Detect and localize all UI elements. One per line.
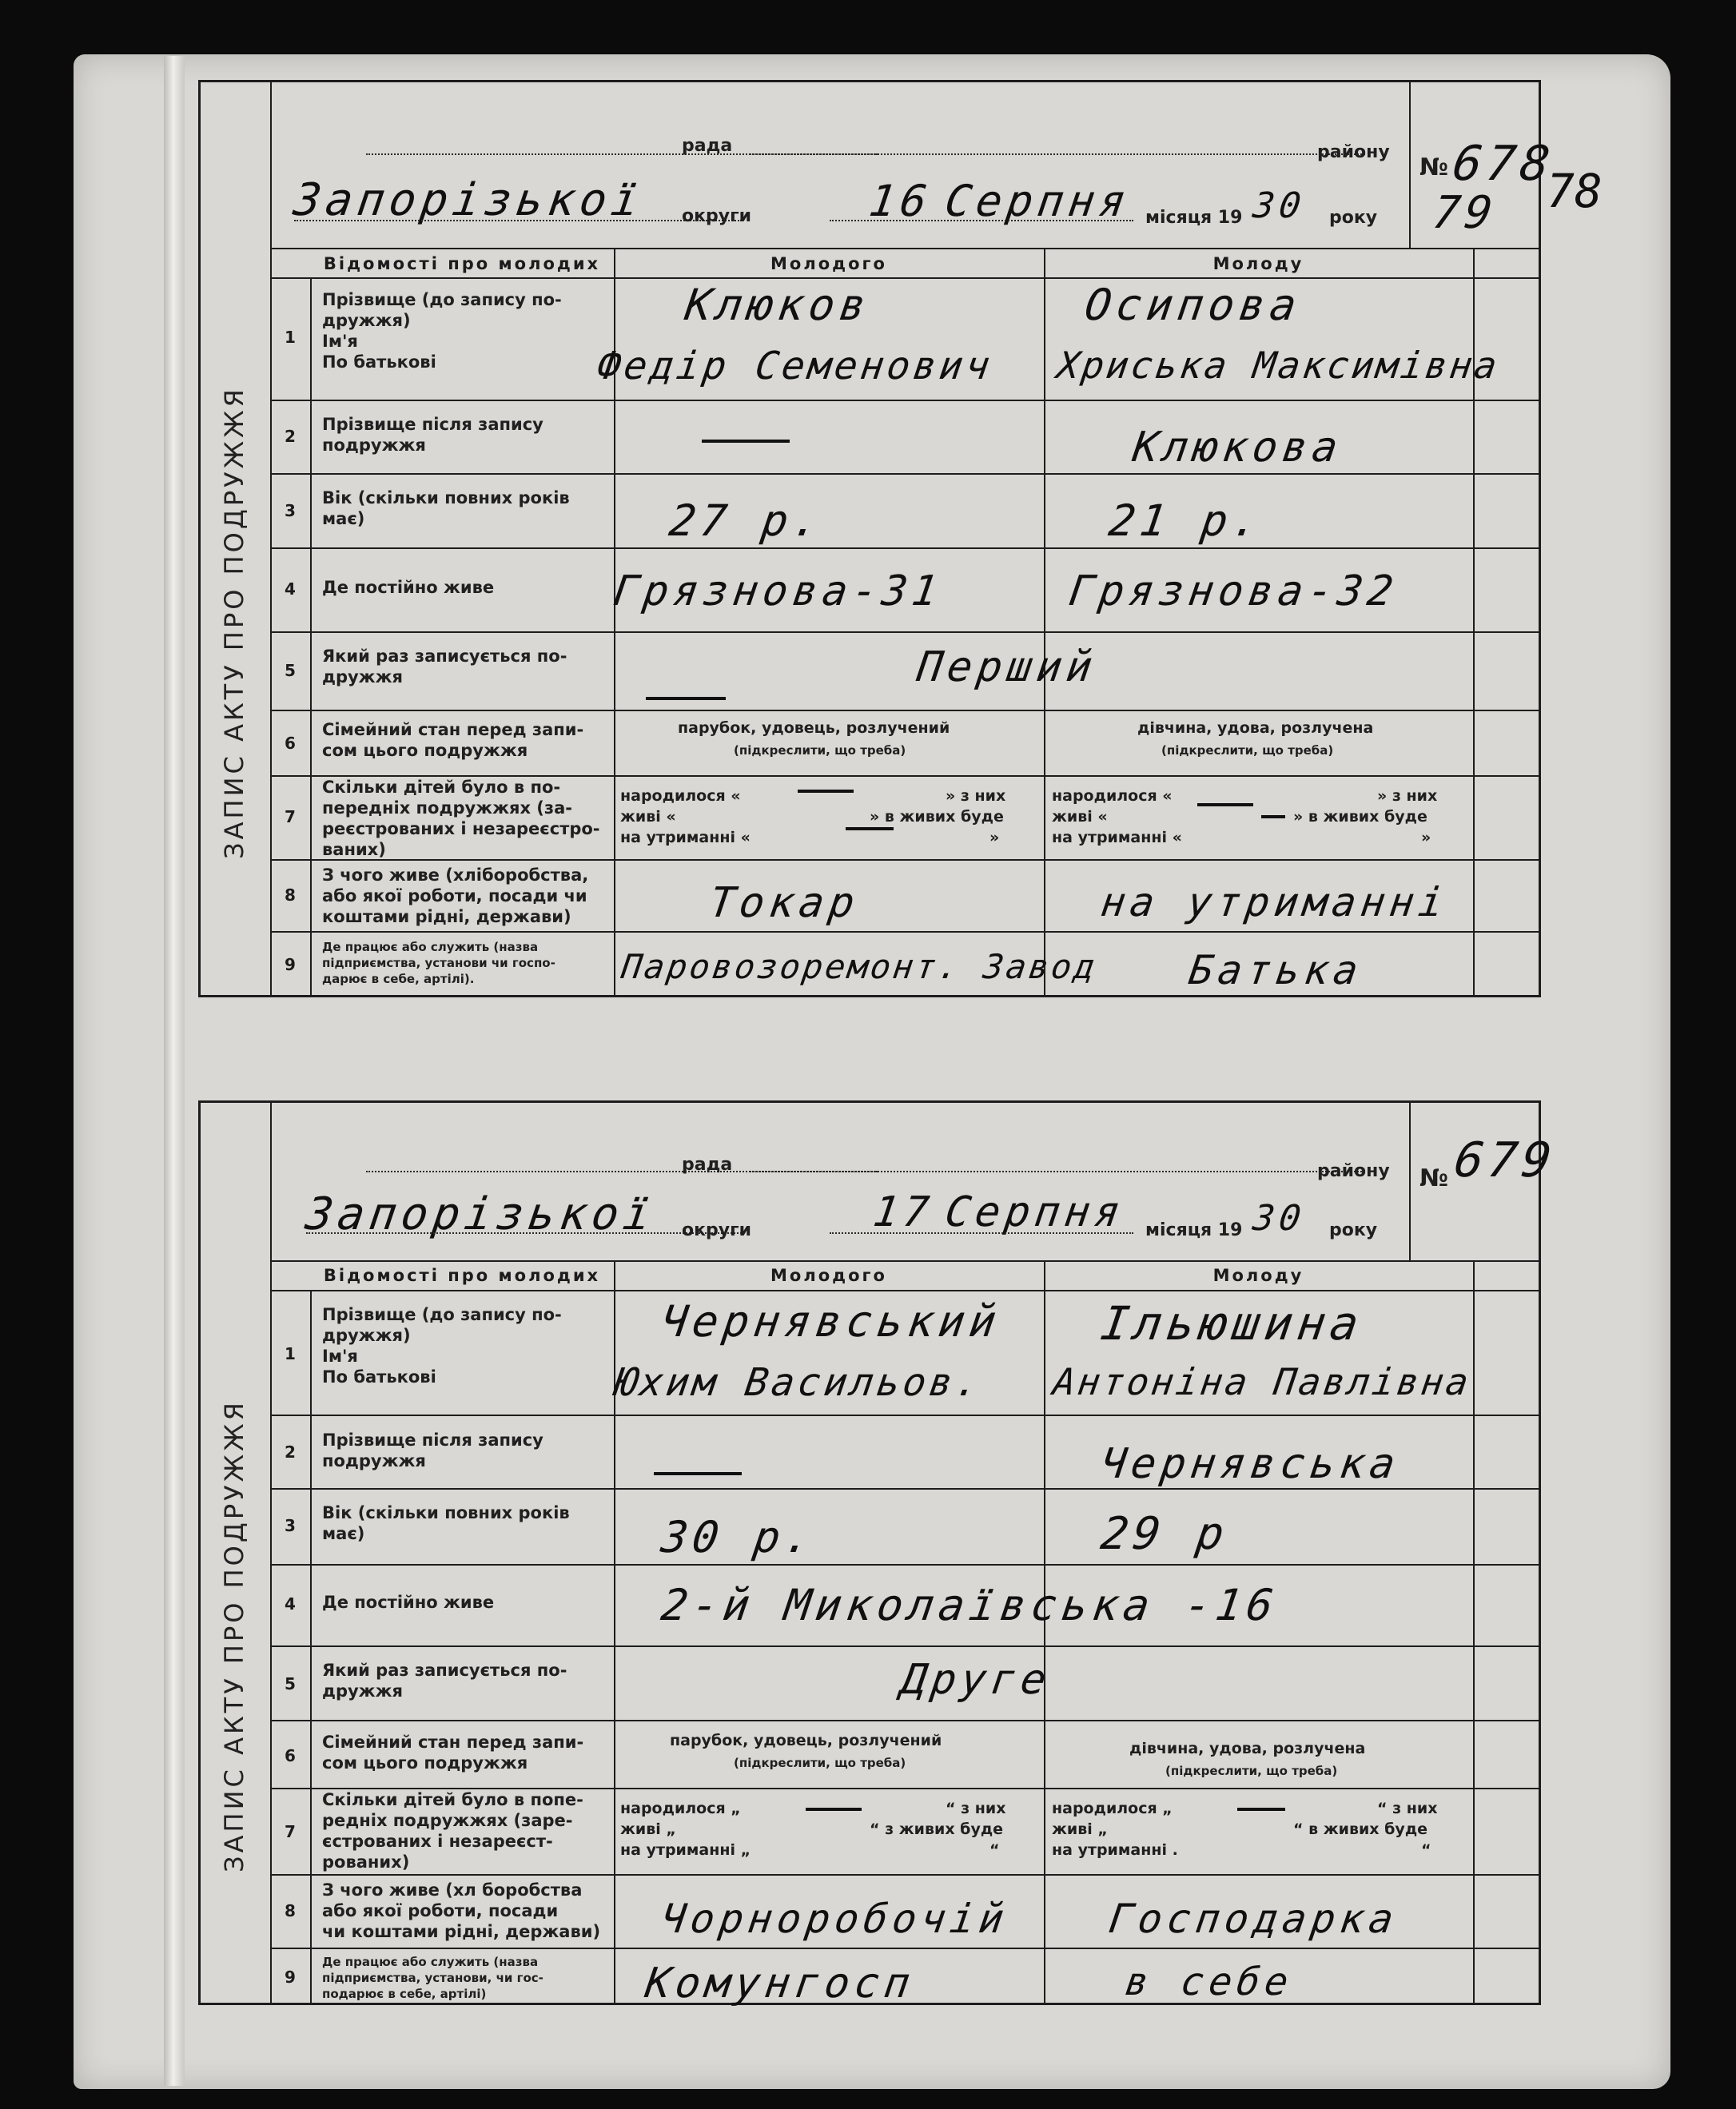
- row-label-age: Вік (скільки повних років має): [322, 488, 570, 528]
- column-info-header: Відомості про молодих: [323, 254, 601, 273]
- side-title: ЗАПИС АКТУ ПРО ПОДРУЖЖЯ: [219, 386, 249, 859]
- groom-children-dependent: на утриманні «: [620, 829, 751, 846]
- row-label-occupation: З чого живе (хліборобства, або якої роботи, посади чи коштами рідні, держави): [322, 865, 589, 926]
- row-label-which-time: Який раз записується по- дружжя: [322, 1661, 567, 1701]
- okrug-value: Запорізької: [302, 1188, 659, 1240]
- bride-status-hint: (підкреслити, що треба): [1165, 1764, 1338, 1778]
- bride-children-dependent: на утриманні «: [1052, 829, 1182, 846]
- row-label-family-status: Сімейний стан перед запи- сом цього подружжя: [322, 1733, 584, 1773]
- groom-children-close: “: [989, 1841, 1000, 1859]
- groom-status-options: парубок, удовець, розлучений: [678, 719, 950, 737]
- column-info-header: Відомості про молодих: [323, 1266, 601, 1285]
- record-number-alt: 79: [1429, 187, 1501, 239]
- groom-surname: Клюков: [682, 280, 874, 330]
- rada-label: рада: [682, 136, 733, 156]
- row-label-residence: Де постійно живе: [322, 1593, 495, 1612]
- bride-residence: Грязнова-32: [1065, 567, 1401, 615]
- row-number: 2: [285, 1442, 296, 1462]
- column-groom-header: Молодого: [770, 1266, 887, 1285]
- year-value: 30: [1250, 1198, 1308, 1239]
- groom-occupation: Токар: [706, 879, 862, 927]
- bride-status-options: дівчина, удова, розлучена: [1137, 719, 1374, 737]
- row-number: 6: [285, 734, 296, 753]
- groom-workplace: Паровозоремонт. Завод: [619, 947, 1100, 986]
- month-year-label: місяця 19: [1145, 1220, 1243, 1240]
- side-title: ЗАПИС АКТУ ПРО ПОДРУЖЖЯ: [219, 1399, 249, 1872]
- raion-label: району: [1317, 1161, 1390, 1181]
- row-number: 4: [285, 579, 296, 599]
- groom-occupation: Чорноробочій: [658, 1896, 1012, 1942]
- column-bride-header: Молоду: [1212, 1266, 1304, 1285]
- row-number: 5: [285, 661, 296, 680]
- row-label-surname-after: Прізвище після запису подружжя: [322, 415, 543, 455]
- row-number: 9: [285, 1968, 296, 1987]
- bride-children-close: »: [1421, 829, 1431, 846]
- groom-age: 27 р.: [666, 495, 827, 546]
- residence-value: 2-й Миколаївська -16: [658, 1580, 1281, 1630]
- groom-surname: Чернявський: [658, 1296, 1005, 1347]
- bride-surname-after: Чернявська: [1097, 1440, 1404, 1488]
- day-value: 17: [870, 1188, 937, 1236]
- row-number: 5: [285, 1674, 296, 1693]
- groom-children-close: »: [989, 829, 1000, 846]
- row-label-children: Скільки дітей було в попе- редніх подружжях (заре- єстрованих і незареєст- рованих): [322, 1790, 583, 1872]
- row-number: 9: [285, 955, 296, 974]
- groom-children-of-them: “ з них: [946, 1800, 1006, 1817]
- groom-status-hint: (підкреслити, що треба): [734, 1756, 906, 1770]
- okrug-label: округи: [682, 206, 752, 226]
- row-label-children: Скільки дітей було в по- передніх подружжях (за- реєстрованих і незареєстро- ваних): [322, 778, 600, 859]
- bride-children-close: “: [1421, 1841, 1431, 1859]
- groom-surname-after-dash: [702, 440, 790, 443]
- groom-name-patronymic: Федір Семенович: [595, 344, 996, 388]
- bride-children-born: народилося „: [1052, 1800, 1173, 1817]
- groom-children-of-them: » з них: [946, 787, 1006, 805]
- row-number: 4: [285, 1594, 296, 1614]
- row-number: 1: [285, 1344, 296, 1363]
- rada-label: рада: [682, 1155, 733, 1175]
- bride-children-dependent: на утриманні .: [1052, 1841, 1178, 1859]
- bride-age: 29 р: [1097, 1508, 1232, 1560]
- number-prefix: №: [1419, 153, 1449, 181]
- row-label-name: Прізвище (до запису по- дружжя) Ім'я По батькові: [322, 290, 562, 372]
- groom-children-alive: живі «: [620, 808, 676, 826]
- bride-children-will-be: “ в живих буде: [1293, 1821, 1428, 1838]
- row-label-age: Вік (скільки повних років має): [322, 1503, 570, 1543]
- month-value: Серпня: [942, 176, 1134, 226]
- okrug-label: округи: [682, 1220, 752, 1240]
- row-label-occupation: З чого живе (хл боробства або якої роботи, посади чи коштами рідні, держави): [322, 1880, 601, 1941]
- which-time-value: Перший: [914, 643, 1101, 691]
- page-spine-edge: [164, 56, 185, 2086]
- month-value: Серпня: [942, 1188, 1129, 1236]
- groom-status-options: парубок, удовець, розлучений: [670, 1732, 942, 1749]
- groom-age: 30 р.: [658, 1512, 819, 1562]
- groom-status-hint: (підкреслити, що треба): [734, 743, 906, 758]
- row-number: 6: [285, 1746, 296, 1765]
- okrug-value: Запорізької: [290, 174, 647, 226]
- row-label-workplace: Де працює або служить (назва підприємства, установи, чи гос- подарює в себе, артілі): [322, 1955, 543, 2001]
- month-year-label: місяця 19: [1145, 208, 1243, 228]
- year-value: 30: [1250, 185, 1308, 226]
- row-number: 8: [285, 885, 296, 905]
- number-box-divider: [1409, 80, 1411, 248]
- row-label-which-time: Який раз записується по- дружжя: [322, 647, 567, 686]
- bride-surname: Осипова: [1081, 280, 1305, 330]
- number-box-divider: [1409, 1100, 1411, 1260]
- bride-workplace: Батька: [1185, 947, 1366, 993]
- row-label-residence: Де постійно живе: [322, 578, 495, 597]
- groom-children-born: народилося «: [620, 787, 741, 805]
- groom-name-patronymic: Юхим Васильов.: [611, 1360, 985, 1405]
- number-prefix: №: [1419, 1164, 1449, 1192]
- row-number: 1: [285, 328, 296, 347]
- row-number: 7: [285, 1822, 296, 1841]
- row-number: 2: [285, 427, 296, 446]
- groom-residence: Грязнова-31: [610, 567, 946, 615]
- groom-children-will-be: “ з живих буде: [870, 1821, 1004, 1838]
- row-label-name: Прізвище (до запису по- дружжя) Ім'я По батькові: [322, 1305, 562, 1387]
- bride-children-of-them: » з них: [1377, 787, 1438, 805]
- year-label: року: [1329, 1220, 1378, 1240]
- bride-children-will-be: » в живих буде: [1293, 808, 1427, 826]
- groom-children-will-be: » в живих буде: [870, 808, 1004, 826]
- bride-status-hint: (підкреслити, що треба): [1161, 743, 1334, 758]
- groom-children-dependent: на утриманні „: [620, 1841, 751, 1859]
- row-label-workplace: Де працює або служить (назва підприємства, установи чи госпо- дарює в себе, артілі).: [322, 940, 555, 986]
- row-number: 3: [285, 1516, 296, 1535]
- record-number: 678: [1449, 136, 1559, 192]
- column-groom-header: Молодого: [770, 254, 887, 273]
- margin-page-mark: 78: [1547, 164, 1603, 218]
- row-number: 7: [285, 807, 296, 826]
- bride-workplace: в себе: [1122, 1960, 1296, 2004]
- bride-age: 21 р.: [1105, 495, 1267, 546]
- bride-occupation: на утриманні: [1097, 879, 1451, 925]
- raion-label: району: [1317, 142, 1390, 162]
- bride-children-of-them: “ з них: [1377, 1800, 1438, 1817]
- year-label: року: [1329, 208, 1378, 228]
- groom-workplace: Комунгосп: [642, 1960, 918, 2008]
- bride-name-patronymic: Хриська Максимівна: [1054, 344, 1503, 387]
- column-bride-header: Молоду: [1212, 254, 1304, 273]
- bride-surname-after: Клюкова: [1129, 424, 1346, 472]
- row-label-surname-after: Прізвище після запису подружжя: [322, 1431, 543, 1470]
- bride-status-options: дівчина, удова, розлучена: [1129, 1740, 1366, 1757]
- marriage-record-2: [198, 1100, 1560, 2008]
- marriage-record-1: [198, 80, 1559, 997]
- groom-surname-after-dash: [654, 1472, 742, 1475]
- bride-children-born: народилося «: [1052, 787, 1173, 805]
- bride-name-patronymic: Антоніна Павлівна: [1050, 1360, 1474, 1403]
- bride-occupation: Господарка: [1105, 1896, 1402, 1942]
- groom-children-born: народилося „: [620, 1800, 741, 1817]
- bride-children-alive: живі „: [1052, 1821, 1108, 1838]
- groom-children-alive: живі „: [620, 1821, 676, 1838]
- row-number: 3: [285, 501, 296, 520]
- day-value: 16: [866, 176, 935, 226]
- row-number: 8: [285, 1901, 296, 1920]
- record-number: 679: [1451, 1132, 1560, 1188]
- which-time-value: Друге: [898, 1656, 1054, 1704]
- bride-children-alive: живі «: [1052, 808, 1108, 826]
- bride-surname: Ільюшина: [1097, 1296, 1368, 1351]
- row-label-family-status: Сімейний стан перед запи- сом цього подружжя: [322, 720, 584, 760]
